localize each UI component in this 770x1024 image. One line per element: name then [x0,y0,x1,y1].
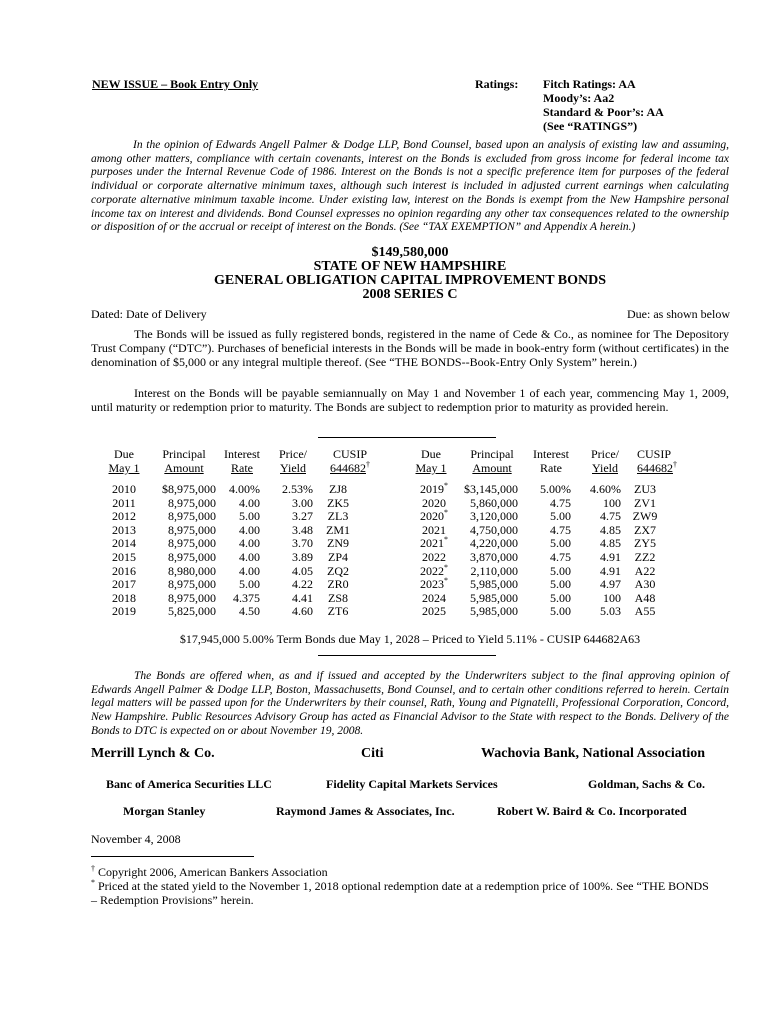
cell-due: 2022* [420,562,448,578]
term-bonds-line: $17,945,000 5.00% Term Bonds due May 1, 2028 – Priced to Yield 5.11% - CUSIP 644682A63 [179,632,641,646]
cell-amount: 3,870,000 [470,549,518,564]
maturity-row [104,510,363,524]
cell-due: 2021* [420,535,448,551]
cell-cusip: ZV1 [634,495,656,510]
cell-rate: 5.00 [550,604,571,619]
intro-paragraph-registration: The Bonds will be issued as fully registered bonds, registered in the name of Cede & Co., as nominee for The Depository Trust Company (“DTC”). Purchases of beneficial interests in the Bonds will be made in book-entry form (without certificates) in the denomination of $5,000 or any integral multiple thereof. (See “THE BONDS--Book-Entry Only System” herein.) [91,327,729,369]
header-cusip: CUSIP [636,447,671,461]
cell-cusip: ZM1 [326,522,350,537]
cell-due: 2016 [112,563,136,578]
statement-date: November 4, 2008 [91,832,181,846]
title-block [91,246,729,302]
offering-paragraph: The Bonds are offered when, as and if issued and accepted by the Underwriters subject to the final approving opinion of Edwards Angell Palmer & Dodge LLP, Boston, Massachusetts, Bond Counsel, and to certain other conditions referred to herein. Certain legal matters will be passed upon for the Underwriters by their counsel, Rath, Young and Pignatelli, Professional Corporation, Concord, New Hampshire. Public Resources Advisory Group has acted as Financial Advisor to the State with respect to the Bonds. Delivery of the Bonds to DTC is expected on or about November 19, 2008. [91,670,729,737]
cell-rate: 5.00% [540,482,571,496]
ratings-label: Ratings: [475,77,519,91]
cell-rate: 4.00 [239,536,260,551]
rating-sp: Standard & Poor’s: AA [543,105,664,119]
cell-rate: 5.00 [550,577,571,592]
maturity-row [414,510,669,524]
underwriter-merrill-lynch: Merrill Lynch & Co. [91,746,215,761]
cell-yield: 4.60 [292,604,313,619]
cell-cusip: ZY5 [634,536,656,551]
underwriter-raymond-james: Raymond James & Associates, Inc. [276,804,455,818]
cell-yield: 100 [603,495,621,510]
cell-rate: 5.00 [550,563,571,578]
maturity-row [104,578,363,592]
maturity-row [104,605,363,619]
cell-due: 2019* [420,481,448,496]
issue-amount: $149,580,000 [371,245,449,260]
footnotes [91,866,711,907]
header-price: Price/ [279,447,307,461]
header-principal: Principal [162,447,206,461]
maturity-row [414,537,669,551]
cell-due: 2014 [112,536,136,551]
cell-due: 2017 [112,577,136,592]
cell-yield: 4.97 [600,577,621,592]
header-principal: Principal [470,447,514,461]
cell-due: 2021 [422,522,446,537]
cell-due: 2025 [422,604,446,619]
cell-rate: 5.00 [550,536,571,551]
footnote-priced-to-call: * Priced at the stated yield to the November 1, 2018 optional redemption date at a redemption price of 100%. See “THE BONDS – Redemption Provisions” herein. [91,877,709,907]
cell-cusip: ZT6 [327,604,349,619]
cell-amount: 5,985,000 [470,577,518,592]
cell-amount: 4,750,000 [470,522,518,537]
header-cusip-base: 644682† [330,460,370,475]
cell-amount: 8,975,000 [168,509,216,524]
maturity-row [104,524,363,538]
underwriter-goldman: Goldman, Sachs & Co. [588,777,706,791]
header-cusip: CUSIP [332,447,367,461]
maturity-table-left [104,447,404,617]
header-interest: Interest [533,447,569,461]
cell-amount: $8,975,000 [162,482,216,496]
maturity-row [104,537,363,551]
cell-rate: 4.75 [550,549,571,564]
header-amount: Amount [164,461,204,475]
series-label: 2008 SERIES C [362,287,458,302]
maturity-row [414,592,669,606]
cell-cusip: ZN9 [327,536,349,551]
header-amount: Amount [472,461,512,475]
maturity-row [414,562,669,579]
cell-yield: 3.48 [292,522,313,537]
cell-rate: 4.75 [550,522,571,537]
cell-yield: 3.89 [292,549,313,564]
cell-yield: 4.41 [292,590,313,605]
dated-line: Dated: Date of Delivery [91,307,207,321]
ratings-list [543,77,664,133]
underwriter-citi: Citi [361,746,384,761]
issue-label: NEW ISSUE – Book Entry Only [92,77,259,91]
cell-rate: 4.375 [233,590,260,605]
maturity-row [414,497,669,511]
rating-fitch: Fitch Ratings: AA [543,77,636,91]
cell-rate: 5.00 [239,509,260,524]
cell-cusip: A30 [634,577,656,592]
cell-yield: 4.22 [292,577,313,592]
cell-yield: 3.70 [292,536,313,551]
cell-due: 2018 [112,590,136,605]
cell-amount: 5,985,000 [470,590,518,605]
cell-yield: 3.00 [292,495,313,510]
maturity-row [414,578,669,592]
cell-yield: 4.85 [600,536,621,551]
issuer-name: STATE OF NEW HAMPSHIRE [313,259,507,274]
cell-yield: 4.05 [292,563,313,578]
cell-amount: 8,975,000 [168,495,216,510]
cell-rate: 4.00 [239,495,260,510]
cell-amount: $3,145,000 [464,482,518,496]
cell-rate: 5.00 [550,509,571,524]
header-due: Due [421,447,441,461]
cell-due: 2010 [112,482,136,496]
header-yield: Yield [280,461,306,475]
intro-paragraph-interest: Interest on the Bonds will be payable semiannually on May 1 and November 1 of each year, commencing May 1, 2009, until maturity or redemption prior to maturity. The Bonds are subject to redemption prior to maturity as provided herein. [91,386,729,414]
cell-amount: 5,860,000 [470,495,518,510]
cell-amount: 8,975,000 [168,522,216,537]
cell-rate: 4.00% [229,482,260,496]
cell-yield: 4.75 [600,509,621,524]
footnote-copyright: † Copyright 2006, American Bankers Association [91,864,328,879]
cell-cusip: ZW9 [632,509,658,524]
maturity-row [414,605,669,619]
maturity-row [104,497,363,511]
cell-cusip: ZU3 [634,482,656,496]
cell-cusip: ZK5 [327,495,349,510]
header-due: Due [114,447,134,461]
cell-rate: 5.00 [550,590,571,605]
maturity-rows-left [104,483,363,619]
tax-opinion-paragraph: In the opinion of Edwards Angell Palmer & Dodge LLP, Bond Counsel, based upon an analysis of existing law and assuming, among other matters, compliance with certain covenants, interest on the Bonds is excluded from gross income for federal income tax purposes under the Internal Revenue Code of 1986. Interest on the Bonds is not a specific preference item for purposes of the federal individual or corporate alternative minimum taxes, although such interest is included in adjusted current earnings when calculating corporate alternative minimum taxable income. Under existing law, interest on the Bonds is exempt from the New Hampshire personal income tax on interest and dividends. Bond Counsel expresses no opinion regarding any other tax consequences related to the ownership or disposition of or the accrual or receipt of interest on the Bonds. (See “TAX EXEMPTION” and Appendix A herein.) [91,139,729,234]
cell-rate: 4.00 [239,563,260,578]
cell-yield: 4.91 [600,563,621,578]
header-rate: Rate [231,461,253,475]
cell-cusip: ZR0 [327,577,349,592]
cell-rate: 4.75 [550,495,571,510]
header-yield: Yield [592,461,618,475]
cell-amount: 8,975,000 [168,536,216,551]
cell-yield: 3.27 [292,509,313,524]
cell-cusip: ZS8 [327,590,348,605]
cell-rate: 4.00 [239,549,260,564]
cell-amount: 5,985,000 [470,604,518,619]
cell-yield: 4.85 [600,522,621,537]
cell-due: 2013 [112,522,136,537]
cell-cusip: ZJ8 [329,482,347,496]
cell-due: 2023* [420,576,448,592]
cell-due: 2012 [112,509,136,524]
maturity-rows-right [414,483,669,619]
maturity-row [414,483,669,497]
footnote-rule [91,856,254,857]
cell-rate: 4.00 [239,522,260,537]
underwriter-morgan-stanley: Morgan Stanley [123,804,206,818]
cell-due: 2022 [422,549,446,564]
table-bottom-rule [318,655,496,656]
cell-amount: 8,975,000 [168,590,216,605]
cell-amount: 5,825,000 [168,604,216,619]
cell-cusip: A55 [634,604,656,619]
cell-due: 2020 [422,495,446,510]
maturity-row [414,524,669,538]
rating-see: (See “RATINGS”) [543,119,638,133]
cell-yield: 100 [603,590,621,605]
bond-title: GENERAL OBLIGATION CAPITAL IMPROVEMENT BONDS [213,273,607,288]
header-rate: Rate [540,461,562,475]
table-top-rule [318,437,496,438]
cell-cusip: ZQ2 [327,563,349,578]
header-cusip-base: 644682† [637,460,677,475]
header-due-date: May 1 [108,461,140,475]
maturity-row [104,592,363,606]
cell-yield: 5.03 [600,604,621,619]
due-line: Due: as shown below [627,307,730,321]
maturity-row [104,483,363,497]
cell-yield: 4.91 [600,549,621,564]
maturity-table-right [414,447,714,617]
cell-due: 2020* [420,508,448,524]
header-due-date: May 1 [415,461,447,475]
cell-amount: 8,980,000 [168,563,216,578]
underwriter-banc-of-america: Banc of America Securities LLC [106,777,272,791]
cell-yield: 4.60% [590,482,621,496]
cell-due: 2019 [112,604,136,619]
cell-cusip: ZP4 [327,549,348,564]
header-price: Price/ [591,447,619,461]
cell-cusip: ZX7 [634,522,656,537]
cell-yield: 2.53% [282,482,313,496]
cell-due: 2011 [112,495,136,510]
cell-cusip: ZL3 [327,509,349,524]
cell-cusip: A48 [634,590,656,605]
underwriter-baird: Robert W. Baird & Co. Incorporated [497,804,687,818]
cell-cusip: ZZ2 [634,549,656,564]
rating-moodys: Moody’s: Aa2 [543,91,615,105]
underwriter-fidelity: Fidelity Capital Markets Services [326,777,498,791]
cell-amount: 3,120,000 [470,509,518,524]
cell-cusip: A22 [634,563,656,578]
cell-rate: 4.50 [239,604,260,619]
cell-amount: 2,110,000 [470,563,518,578]
maturity-row [104,565,363,579]
underwriter-wachovia: Wachovia Bank, National Association [481,746,706,761]
maturity-row [414,551,669,565]
cell-amount: 8,975,000 [168,549,216,564]
cell-amount: 8,975,000 [168,577,216,592]
cell-due: 2024 [422,590,446,605]
cell-rate: 5.00 [239,577,260,592]
maturity-row [104,551,363,565]
cell-due: 2015 [112,549,136,564]
cell-amount: 4,220,000 [470,536,518,551]
header-interest: Interest [224,447,260,461]
